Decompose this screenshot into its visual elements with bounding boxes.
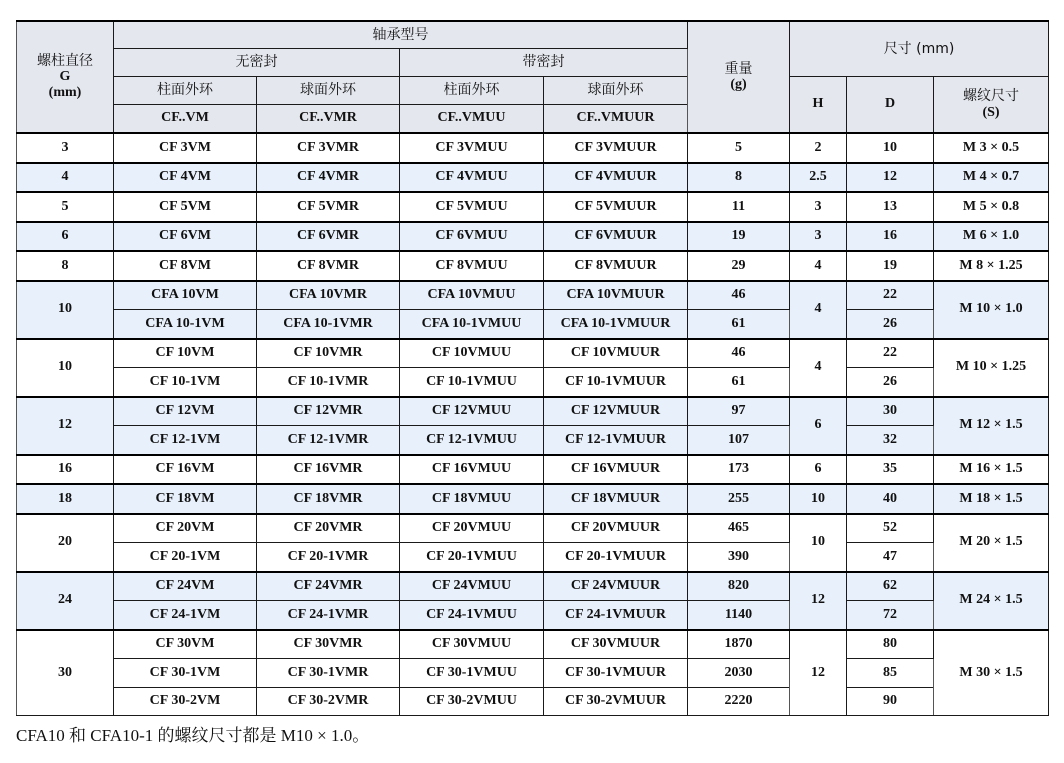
cell-weight: 11 [688,192,790,222]
cell-model-vmr: CF 10VMR [257,339,400,368]
cell-model-vm: CF 24VM [114,572,257,601]
header-cyl-outer-1: 柱面外环 [114,77,257,105]
cell-model-vmr: CF 10-1VMR [257,368,400,397]
cell-d: 62 [847,572,934,601]
cell-model-vmuu: CF 30VMUU [400,630,544,659]
cell-model-vmuur: CF 10VMUUR [544,339,688,368]
cell-thread: M 6 × 1.0 [934,222,1049,252]
cell-model-vmr: CF 20VMR [257,514,400,543]
cell-model-vmuur: CF 18VMUUR [544,484,688,514]
cell-bolt-diameter: 4 [17,163,114,193]
header-bolt-diameter-symbol: G [59,68,71,84]
header-weight-unit: (g) [730,77,747,92]
table-row [17,310,1049,339]
table-row [17,163,1049,193]
cell-model-vm: CF 3VM [114,133,257,163]
header-code-vmr: CF..VMR [257,105,400,134]
header-dimension: 尺寸 (mm) [790,21,1049,77]
cell-model-vmr: CF 30-1VMR [257,659,400,688]
cell-h: 10 [790,484,847,514]
cell-model-vmuu: CF 10-1VMUU [400,368,544,397]
cell-weight: 255 [688,484,790,514]
cell-h: 12 [790,630,847,716]
cell-model-vm: CF 20VM [114,514,257,543]
cell-model-vmuur: CF 24VMUUR [544,572,688,601]
cell-bolt-diameter: 16 [17,455,114,485]
header-thread-label: 螺纹尺寸 [963,88,1020,105]
cell-model-vmuu: CF 24VMUU [400,572,544,601]
header-cyl-outer-2: 柱面外环 [400,77,544,105]
footnote: CFA10 和 CFA10-1 的螺纹尺寸都是 M10 × 1.0。 [16,726,370,745]
cell-model-vmuu: CF 8VMUU [400,251,544,281]
cell-thread: M 10 × 1.0 [934,281,1049,339]
cell-thread: M 10 × 1.25 [934,339,1049,397]
table-row [17,397,1049,426]
cell-weight: 107 [688,426,790,455]
cell-model-vmr: CF 12-1VMR [257,426,400,455]
table-row [17,192,1049,222]
header-code-vmuur: CF..VMUUR [544,105,688,134]
cell-h: 4 [790,251,847,281]
cell-model-vmuu: CF 4VMUU [400,163,544,193]
cell-weight: 2030 [688,659,790,688]
cell-model-vmuur: CF 30VMUUR [544,630,688,659]
header-code-vmuu: CF..VMUU [400,105,544,134]
cell-model-vm: CF 16VM [114,455,257,485]
table-row [17,339,1049,368]
cell-weight: 46 [688,339,790,368]
cell-model-vmr: CF 30-2VMR [257,687,400,716]
table-row [17,630,1049,659]
cell-model-vmr: CF 5VMR [257,192,400,222]
cell-h: 3 [790,192,847,222]
cell-weight: 29 [688,251,790,281]
cell-model-vm: CF 30-2VM [114,687,257,716]
cell-bolt-diameter: 3 [17,133,114,163]
cell-h: 10 [790,514,847,572]
table-row [17,281,1049,310]
cell-weight: 46 [688,281,790,310]
cell-d: 35 [847,455,934,485]
cell-model-vmuur: CFA 10-1VMUUR [544,310,688,339]
cell-h: 12 [790,572,847,630]
header-sph-outer-1: 球面外环 [257,77,400,105]
table-row [17,687,1049,716]
cell-model-vmr: CF 12VMR [257,397,400,426]
cell-model-vmr: CF 24VMR [257,572,400,601]
table-row [17,426,1049,455]
cell-model-vmuur: CF 30-2VMUUR [544,687,688,716]
table-row [17,222,1049,252]
cell-weight: 465 [688,514,790,543]
cell-model-vmuur: CFA 10VMUUR [544,281,688,310]
cell-thread: M 4 × 0.7 [934,163,1049,193]
cell-model-vmuu: CF 3VMUU [400,133,544,163]
cell-weight: 19 [688,222,790,252]
cell-d: 30 [847,397,934,426]
cell-d: 47 [847,543,934,572]
cell-h: 2 [790,133,847,163]
table-row [17,572,1049,601]
cell-model-vm: CF 12-1VM [114,426,257,455]
cell-weight: 173 [688,455,790,485]
cell-model-vmr: CFA 10VMR [257,281,400,310]
header-bearing-model: 轴承型号 [114,21,688,49]
cell-model-vmuu: CF 12-1VMUU [400,426,544,455]
cell-d: 72 [847,601,934,630]
cell-model-vmuu: CF 12VMUU [400,397,544,426]
header-h: H [790,77,847,134]
cell-bolt-diameter: 20 [17,514,114,572]
cell-h: 6 [790,397,847,455]
cell-model-vm: CFA 10VM [114,281,257,310]
cell-d: 85 [847,659,934,688]
cell-thread: M 12 × 1.5 [934,397,1049,455]
cell-thread: M 5 × 0.8 [934,192,1049,222]
cell-d: 12 [847,163,934,193]
cell-d: 80 [847,630,934,659]
cell-thread: M 16 × 1.5 [934,455,1049,485]
cell-model-vmuu: CF 30-1VMUU [400,659,544,688]
cell-d: 10 [847,133,934,163]
cell-model-vmuur: CF 12VMUUR [544,397,688,426]
header-code-vm: CF..VM [114,105,257,134]
cell-model-vmr: CF 4VMR [257,163,400,193]
cell-thread: M 20 × 1.5 [934,514,1049,572]
header-bolt-diameter-unit: (mm) [48,85,82,101]
header-thread [934,77,1049,134]
cell-model-vm: CF 10-1VM [114,368,257,397]
header-sph-outer-2: 球面外环 [544,77,688,105]
cell-model-vm: CF 6VM [114,222,257,252]
cell-bolt-diameter: 10 [17,339,114,397]
cell-model-vm: CF 8VM [114,251,257,281]
header-weight-label: 重量 [724,60,753,77]
cell-model-vmr: CF 20-1VMR [257,543,400,572]
cell-model-vmuur: CF 8VMUUR [544,251,688,281]
cell-d: 26 [847,310,934,339]
cell-weight: 8 [688,163,790,193]
cell-d: 40 [847,484,934,514]
cell-thread: M 8 × 1.25 [934,251,1049,281]
cell-thread: M 18 × 1.5 [934,484,1049,514]
cell-model-vmuur: CF 24-1VMUUR [544,601,688,630]
cell-weight: 61 [688,310,790,339]
cell-model-vm: CF 24-1VM [114,601,257,630]
cell-model-vmr: CFA 10-1VMR [257,310,400,339]
cell-model-vmuur: CF 20-1VMUUR [544,543,688,572]
cell-model-vmr: CF 6VMR [257,222,400,252]
cell-model-vm: CF 12VM [114,397,257,426]
cell-model-vmr: CF 16VMR [257,455,400,485]
cell-model-vmuur: CF 12-1VMUUR [544,426,688,455]
cell-model-vm: CF 10VM [114,339,257,368]
cell-thread: M 3 × 0.5 [934,133,1049,163]
cell-d: 22 [847,281,934,310]
table-header [17,21,1049,133]
cell-d: 32 [847,426,934,455]
cell-model-vmr: CF 8VMR [257,251,400,281]
cell-weight: 97 [688,397,790,426]
cell-bolt-diameter: 12 [17,397,114,455]
cell-d: 26 [847,368,934,397]
cell-d: 19 [847,251,934,281]
cell-h: 4 [790,339,847,397]
cell-model-vmuu: CF 30-2VMUU [400,687,544,716]
cell-h: 4 [790,281,847,339]
cell-weight: 1870 [688,630,790,659]
cell-model-vmr: CF 24-1VMR [257,601,400,630]
cell-bolt-diameter: 24 [17,572,114,630]
cell-model-vmuur: CF 10-1VMUUR [544,368,688,397]
cell-d: 16 [847,222,934,252]
cell-weight: 390 [688,543,790,572]
table-row [17,484,1049,514]
bearing-spec-table [16,20,1049,716]
table-row [17,543,1049,572]
cell-model-vmuu: CF 24-1VMUU [400,601,544,630]
cell-model-vm: CF 20-1VM [114,543,257,572]
cell-d: 22 [847,339,934,368]
cell-model-vmuur: CF 16VMUUR [544,455,688,485]
cell-weight: 61 [688,368,790,397]
cell-d: 13 [847,192,934,222]
cell-model-vmuu: CF 16VMUU [400,455,544,485]
cell-model-vmr: CF 18VMR [257,484,400,514]
table-row [17,251,1049,281]
cell-weight: 820 [688,572,790,601]
cell-model-vmuur: CF 20VMUUR [544,514,688,543]
cell-model-vmuur: CF 4VMUUR [544,163,688,193]
cell-model-vm: CF 5VM [114,192,257,222]
cell-model-vm: CF 18VM [114,484,257,514]
cell-model-vmuu: CF 18VMUU [400,484,544,514]
cell-weight: 2220 [688,687,790,716]
cell-model-vmr: CF 3VMR [257,133,400,163]
cell-bolt-diameter: 5 [17,192,114,222]
cell-bolt-diameter: 10 [17,281,114,339]
cell-model-vmuur: CF 6VMUUR [544,222,688,252]
cell-h: 3 [790,222,847,252]
cell-model-vmuu: CFA 10VMUU [400,281,544,310]
cell-model-vmuur: CF 5VMUUR [544,192,688,222]
header-bolt-diameter-label: 螺柱直径 [37,52,93,69]
cell-thread: M 24 × 1.5 [934,572,1049,630]
table-row [17,368,1049,397]
cell-bolt-diameter: 6 [17,222,114,252]
cell-model-vmuu: CF 20-1VMUU [400,543,544,572]
cell-h: 2.5 [790,163,847,193]
cell-model-vmuur: CF 30-1VMUUR [544,659,688,688]
cell-d: 52 [847,514,934,543]
header-with-seal: 带密封 [400,49,688,77]
cell-model-vmr: CF 30VMR [257,630,400,659]
cell-model-vmuu: CF 20VMUU [400,514,544,543]
cell-thread: M 30 × 1.5 [934,630,1049,716]
header-thread-symbol: (S) [982,104,1000,120]
cell-model-vm: CF 4VM [114,163,257,193]
cell-h: 6 [790,455,847,485]
table-row [17,514,1049,543]
header-weight [688,21,790,133]
header-bolt-diameter [17,21,114,133]
header-no-seal: 无密封 [114,49,400,77]
cell-weight: 1140 [688,601,790,630]
table-row [17,659,1049,688]
cell-model-vmuu: CF 6VMUU [400,222,544,252]
table-body [17,133,1049,716]
header-d: D [847,77,934,134]
cell-bolt-diameter: 18 [17,484,114,514]
cell-model-vmuu: CF 10VMUU [400,339,544,368]
cell-model-vmuu: CFA 10-1VMUU [400,310,544,339]
cell-model-vmuur: CF 3VMUUR [544,133,688,163]
cell-weight: 5 [688,133,790,163]
cell-bolt-diameter: 8 [17,251,114,281]
cell-model-vm: CF 30-1VM [114,659,257,688]
table-row [17,455,1049,485]
table-row [17,601,1049,630]
cell-model-vmuu: CF 5VMUU [400,192,544,222]
table-row [17,133,1049,163]
cell-bolt-diameter: 30 [17,630,114,716]
cell-d: 90 [847,687,934,716]
cell-model-vm: CFA 10-1VM [114,310,257,339]
cell-model-vm: CF 30VM [114,630,257,659]
